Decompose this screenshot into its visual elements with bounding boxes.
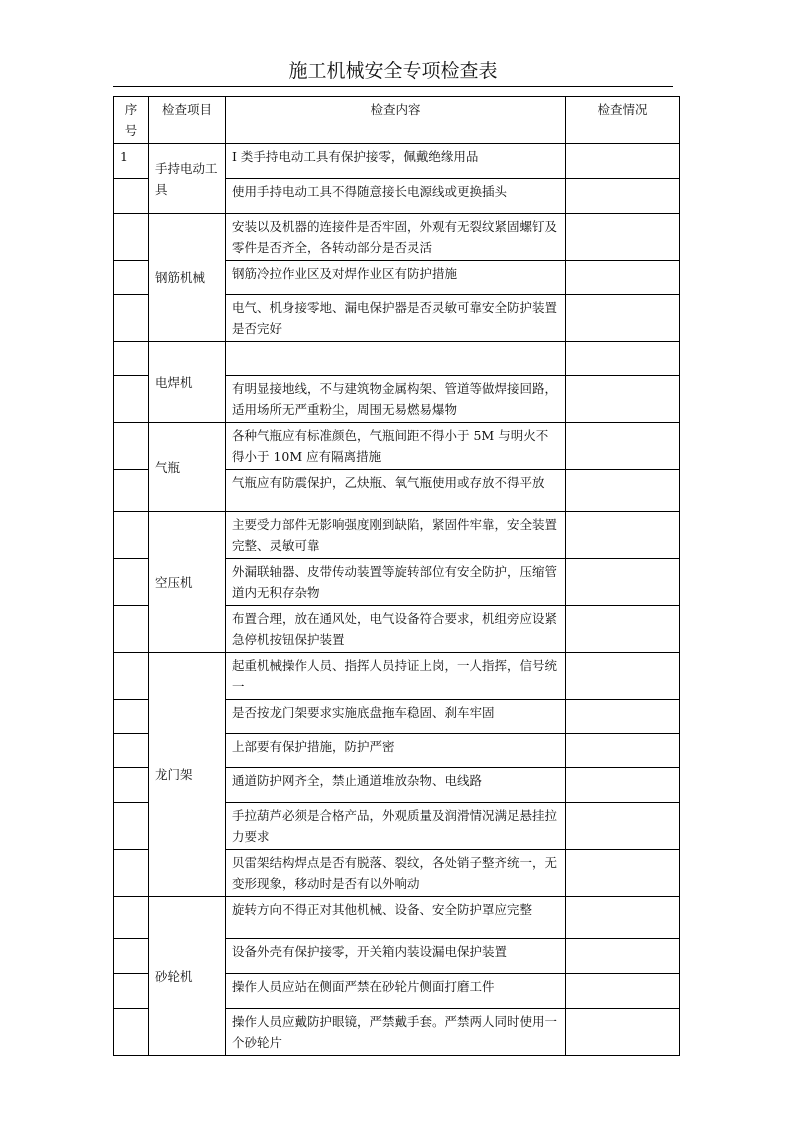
inspection-content: 电气、机身接零地、漏电保护器是否灵敏可靠安全防护装置是否完好 [226,295,566,342]
table-body [114,144,680,1056]
row-number [114,850,149,897]
table-row [114,897,680,939]
table-row [114,342,680,376]
inspection-content [226,342,566,376]
row-number [114,897,149,939]
table-header-row [114,97,680,144]
row-number [114,214,149,261]
inspection-status-cell[interactable] [566,768,680,803]
inspection-content: I 类手持电动工具有保护接零，佩戴绝缘用品 [226,144,566,179]
inspection-content: 操作人员应站在侧面严禁在砂轮片侧面打磨工件 [226,974,566,1009]
inspection-content: 布置合理，放在通风处，电气设备符合要求，机组旁应设紧急停机按钮保护装置 [226,606,566,653]
inspection-status-cell[interactable] [566,803,680,850]
row-number [114,261,149,295]
inspection-content: 手拉葫芦必须是合格产品，外观质量及润滑情况满足悬挂拉力要求 [226,803,566,850]
inspection-item: 空压机 [149,512,226,653]
inspection-status-cell[interactable] [566,295,680,342]
inspection-content: 是否按龙门架要求实施底盘拖车稳固、刹车牢固 [226,700,566,734]
row-number [114,342,149,376]
row-number [114,1009,149,1056]
row-number [114,179,149,214]
inspection-content: 设备外壳有保护接零，开关箱内装设漏电保护装置 [226,939,566,974]
row-number [114,768,149,803]
inspection-item: 钢筋机械 [149,214,226,342]
inspection-status-cell[interactable] [566,653,680,700]
row-number [114,423,149,470]
inspection-content: 外漏联轴器、皮带传动装置等旋转部位有安全防护，压缩管道内无积存杂物 [226,559,566,606]
inspection-table [113,96,680,1056]
inspection-content: 有明显接地线，不与建筑物金属构架、管道等做焊接回路，适用场所无严重粉尘，周围无易燃易爆物 [226,376,566,423]
inspection-status-cell[interactable] [566,342,680,376]
inspection-status-cell[interactable] [566,559,680,606]
inspection-status-cell[interactable] [566,939,680,974]
table-row [114,423,680,470]
inspection-content: 起重机械操作人员、指挥人员持证上岗，一人指挥，信号统一 [226,653,566,700]
inspection-status-cell[interactable] [566,470,680,512]
inspection-item: 龙门架 [149,653,226,897]
table-row [114,653,680,700]
header-item: 检查项目 [149,97,226,144]
table-row [114,144,680,179]
inspection-item: 砂轮机 [149,897,226,1056]
header-no: 序号 [114,97,149,144]
row-number [114,606,149,653]
inspection-item: 手持电动工具 [149,144,226,214]
inspection-item: 电焊机 [149,342,226,423]
row-number [114,939,149,974]
row-number [114,376,149,423]
row-number [114,653,149,700]
inspection-content: 主要受力部件无影响强度刚到缺陷，紧固件牢靠，安全装置完整、灵敏可靠 [226,512,566,559]
inspection-status-cell[interactable] [566,974,680,1009]
row-number [114,803,149,850]
inspection-status-cell[interactable] [566,144,680,179]
row-number [114,700,149,734]
table-row [114,512,680,559]
header-content: 检查内容 [226,97,566,144]
title-underline [113,86,673,87]
inspection-content: 通道防护网齐全，禁止通道堆放杂物、电线路 [226,768,566,803]
inspection-content: 安装以及机器的连接件是否牢固，外观有无裂纹紧固螺钉及零件是否齐全，各转动部分是否灵活 [226,214,566,261]
inspection-status-cell[interactable] [566,1009,680,1056]
table-row [114,214,680,261]
row-number [114,559,149,606]
inspection-status-cell[interactable] [566,261,680,295]
inspection-content: 各种气瓶应有标准颜色，气瓶间距不得小于 5M 与明火不得小于 10M 应有隔离措施 [226,423,566,470]
inspection-status-cell[interactable] [566,512,680,559]
inspection-status-cell[interactable] [566,214,680,261]
inspection-status-cell[interactable] [566,734,680,768]
inspection-content: 使用手持电动工具不得随意接长电源线或更换插头 [226,179,566,214]
inspection-status-cell[interactable] [566,700,680,734]
inspection-content: 钢筋冷拉作业区及对焊作业区有防护措施 [226,261,566,295]
inspection-content: 气瓶应有防震保护，乙炔瓶、氧气瓶使用或存放不得平放 [226,470,566,512]
inspection-content: 操作人员应戴防护眼镜，严禁戴手套。严禁两人同时使用一个砂轮片 [226,1009,566,1056]
inspection-status-cell[interactable] [566,897,680,939]
inspection-content: 贝雷架结构焊点是否有脱落、裂纹，各处销子整齐统一，无变形现象，移动时是否有以外响动 [226,850,566,897]
row-number [114,512,149,559]
inspection-status-cell[interactable] [566,376,680,423]
inspection-item: 气瓶 [149,423,226,512]
inspection-status-cell[interactable] [566,606,680,653]
inspection-status-cell[interactable] [566,179,680,214]
inspection-content: 上部要有保护措施，防护严密 [226,734,566,768]
inspection-status-cell[interactable] [566,850,680,897]
row-number [114,295,149,342]
header-status: 检查情况 [566,97,680,144]
inspection-content: 旋转方向不得正对其他机械、设备、安全防护罩应完整 [226,897,566,939]
page-title: 施工机械安全专项检查表 [288,60,498,82]
row-number [114,470,149,512]
inspection-status-cell[interactable] [566,423,680,470]
row-number [114,974,149,1009]
row-number [114,734,149,768]
row-number: 1 [114,144,149,179]
